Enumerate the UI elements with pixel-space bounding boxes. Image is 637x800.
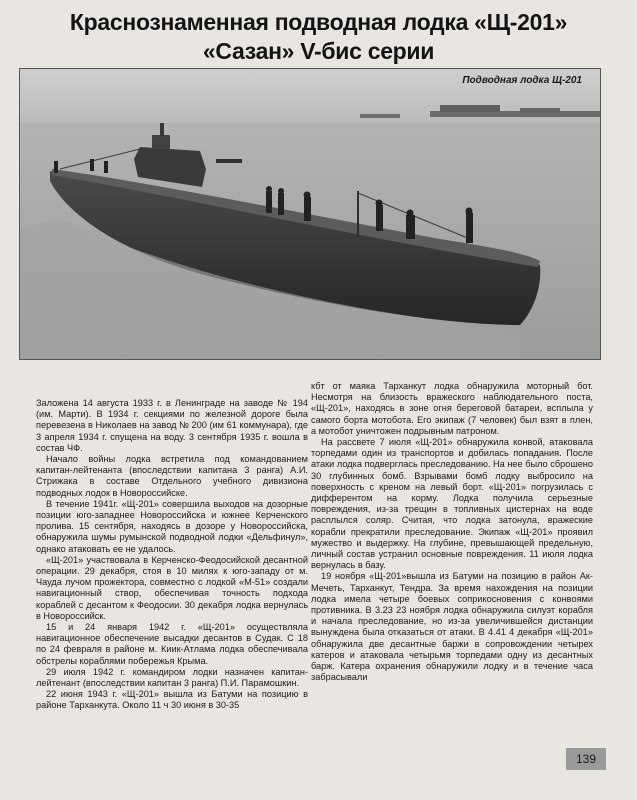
title-line-1: Краснознаменная подводная лодка «Щ-201»	[69, 9, 568, 35]
paragraph: В течение 1941г. «Щ-201» совершила выходов на дозорные позиции юго-западнее Новороссийска и южнее Керченского пролива. 15 сентября, находясь в дозоре у Новороссийска, обнаружила шумы румынской подводной лодки «Дельфинул», однако атаковать ее не удалось.	[36, 498, 308, 554]
submarine-photo-image	[20, 69, 600, 359]
page-title	[0, 8, 637, 66]
right-text-column	[311, 381, 593, 683]
paragraph: Заложена 14 августа 1933 г. в Ленинграде на заводе № 194 (им. Марти). В 1934 г. секциями по железной дороге была перевезена в Николаев на завод № 200 (им 61 коммунара), где 3 апреля 1934 г. спущена на воду. 3 сентября 1935 г. вошла в состав ЧФ.	[36, 398, 308, 453]
paragraph: На рассвете 7 июля «Щ-201» обнаружила конвой, атаковала торпедами один из транспортов и добилась попадания. После атаки лодка подверглась преследованию. На нее было сброшено 30 глубинных бомб. Взрывами бомб лодку выбросило на поверхность с креном на левый борт. «Щ-201» погрузилась с дифферентом на корму. Лодка получила серьезные повреждения, из-за трещин в топливных цистернах на воде расплылся соляр. Считая, что лодка затонула, вражеские корабли прекратили преследование. Экипаж «Щ-201» проявил мужество и выдержку. На глубине, превышающей предельную, личный состав устранил основные повреждения. 11 июля лодка вернулась в базу.	[311, 437, 593, 571]
page-number: 139	[566, 748, 606, 770]
photo-caption: Подводная лодка Щ-201	[462, 75, 582, 86]
paragraph: Начало войны лодка встретила под командованием капитан-лейтенанта (впоследствии капитана 3 ранга) А.И. Стрижака в составе Отдельного учебного дивизиона подводных лодок в Новороссийске.	[36, 454, 308, 498]
submarine-photo	[19, 68, 601, 360]
paragraph: 22 июня 1943 г. «Щ-201» вышла из Батуми на позицию в районе Тарханкута. Около 11 ч 30 июня в 30-35	[36, 689, 308, 711]
paragraph: 19 ноября «Щ-201»вышла из Батуми на позицию в район Ак-Мечеть, Тарханкут, Тендра. За время нахождения на позиции лодка имела четыре боевых соприкосновения с конвоями противника. В 3.23 23 ноября лодка обнаружила силуэт корабля и начала преследование, но из-за увеличившейся дистанции вынуждена была отказаться от атаки. В 4.41 4 декабря «Щ-201» обнаружила две десантные баржи в сопровождении четырех катеров и атаковала четырьмя торпедами одну из десантных барж. Катера охранения обнаружили лодку и в течение часа забрасывали	[311, 571, 593, 683]
paragraph: 29 июля 1942 г. командиром лодки назначен капитан-лейтенант (впоследствии капитан 3 ранга) П.И. Парамошкин.	[36, 666, 308, 689]
paragraph: кбт от маяка Тарханкут лодка обнаружила моторный бот. Несмотря на близость вражеского наблюдательного поста, «Щ-201», находясь в зоне огня береговой батареи, всплыла у самого борта мотобота. Его экипаж (7 человек) был взят в плен, а мотобот уничтожен подрывным патроном.	[311, 381, 593, 436]
title-line-2: «Сазан» V-бис серии	[202, 38, 435, 64]
paragraph: «Щ-201» участвовала в Керченско-Феодосийской десантной операции. 29 декабря, стоя в 10 милях к юго-западу от м. Чауда лучом прожектора, совместно с лодкой «М-51» создали навигационный створ, обеспечивая точность подхода кораблей с десантом к Феодосии. 30 декабря лодка вернулась в Новороссийск.	[36, 554, 308, 621]
paragraph: 15 и 24 января 1942 г. «Щ-201» осуществляла навигационное обеспечение высадки десантов в Судак. С 18 по 24 февраля в районе м. Киик-Атлама лодка обеспечивала обстрелы кораблями побережья Крыма.	[36, 622, 308, 666]
left-text-column	[36, 398, 308, 712]
